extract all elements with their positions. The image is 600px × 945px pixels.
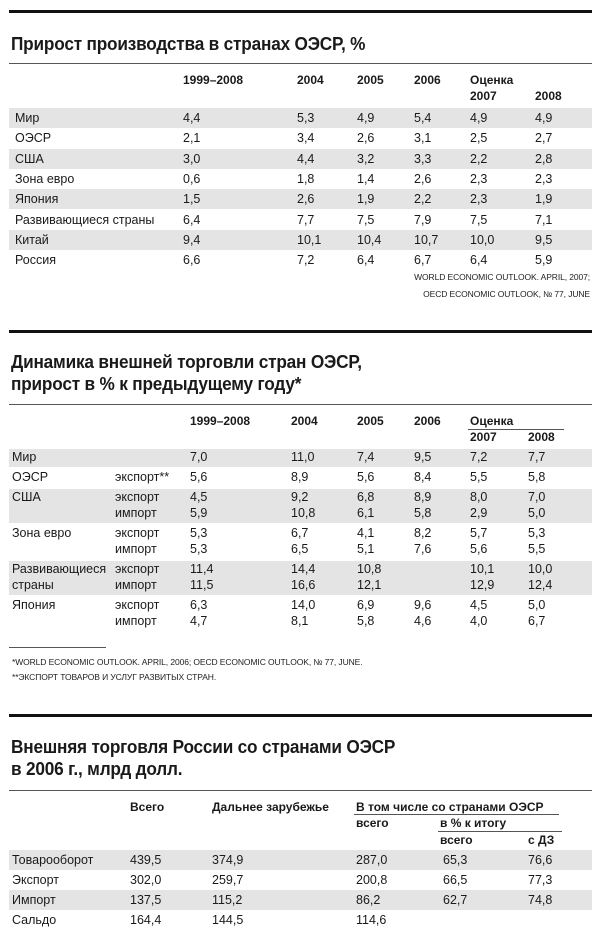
table-cell: 4,4 — [183, 111, 201, 125]
row-shade — [9, 890, 592, 910]
table-cell: 4,9 — [535, 111, 553, 125]
table-cell: 5,1 — [357, 542, 375, 556]
table2-title: Динамика внешней торговли стран ОЭСР, — [11, 351, 362, 372]
table-cell: 5,0 — [528, 506, 546, 520]
table-cell: 6,7 — [528, 614, 546, 628]
table-cell: 1,9 — [357, 192, 375, 207]
table-cell: 8,9 — [291, 470, 309, 484]
flow-label: импорт — [115, 614, 157, 628]
col-header: В том числе со странами ОЭСР — [356, 800, 544, 814]
row-shade — [9, 850, 592, 870]
footnote: **ЭКСПОРТ ТОВАРОВ И УСЛУГ РАЗВИТЫХ СТРАН. — [12, 672, 217, 682]
table-cell: 6,6 — [183, 253, 201, 268]
table-cell: 7,1 — [535, 212, 553, 227]
table-cell: 3,4 — [297, 131, 315, 146]
table-cell: 76,6 — [528, 853, 553, 867]
table-cell: 4,9 — [357, 111, 375, 125]
table-cell: 6,9 — [357, 598, 375, 612]
table-cell: 65,3 — [443, 853, 468, 867]
table-cell: 164,4 — [130, 913, 162, 927]
table-cell: 3,2 — [357, 151, 375, 166]
col-header: 2006 — [414, 73, 441, 87]
table-cell: 16,6 — [291, 578, 316, 592]
section-rule — [9, 330, 592, 333]
flow-label: экспорт — [115, 526, 160, 540]
row-label: Зона евро — [12, 526, 72, 540]
row-label: Япония — [12, 598, 56, 612]
table2-title: прирост в % к предыдущему году* — [11, 373, 302, 394]
flow-label: экспорт** — [115, 470, 170, 484]
table-cell: 9,6 — [414, 598, 432, 612]
table-cell: 114,6 — [356, 913, 387, 927]
flow-label: импорт — [115, 578, 157, 592]
table-cell: 9,5 — [414, 450, 432, 464]
table-cell: 374,9 — [212, 853, 244, 867]
table-cell: 4,5 — [470, 598, 488, 612]
table-cell: 74,8 — [528, 893, 553, 907]
table-cell: 115,2 — [212, 893, 243, 907]
table-cell: 5,7 — [470, 526, 488, 540]
col-header: Оценка — [470, 73, 514, 87]
table-cell: 11,0 — [291, 450, 315, 464]
table-cell: 77,3 — [528, 873, 553, 887]
col-header: 2005 — [357, 414, 384, 428]
table-cell: 11,5 — [190, 578, 214, 592]
table-cell: 137,5 — [130, 893, 162, 907]
table-cell: 10,1 — [297, 232, 322, 247]
table-cell: 10,7 — [414, 232, 439, 247]
flow-label: импорт — [115, 506, 157, 520]
row-label: Развивающиеся страны — [15, 212, 155, 227]
flow-label: импорт — [115, 542, 157, 556]
table-cell: 6,3 — [190, 598, 208, 612]
table-cell: 6,1 — [357, 506, 375, 520]
table-cell: 5,5 — [528, 542, 546, 556]
table-cell: 66,5 — [443, 873, 468, 887]
col-header: 2006 — [414, 414, 441, 428]
table-cell: 4,9 — [470, 111, 488, 125]
section-rule — [9, 714, 592, 717]
table-cell: 0,6 — [183, 171, 201, 186]
table-cell: 7,5 — [357, 212, 375, 227]
table-cell: 2,5 — [470, 131, 488, 146]
table-cell: 12,9 — [470, 578, 495, 592]
row-label: ОЭСР — [12, 470, 49, 484]
table-cell: 6,4 — [183, 212, 201, 227]
table-cell: 2,3 — [470, 171, 488, 186]
table-cell: 12,4 — [528, 578, 553, 592]
table-cell: 11,4 — [190, 562, 214, 576]
table-cell: 7,5 — [470, 212, 488, 227]
table-cell: 6,8 — [357, 490, 375, 504]
row-label: Россия — [15, 253, 56, 268]
col-header: 1999–2008 — [190, 414, 251, 428]
flow-label: экспорт — [115, 490, 160, 504]
table-cell: 10,0 — [528, 562, 553, 576]
table-cell: 7,7 — [528, 450, 546, 464]
table-cell: 62,7 — [443, 893, 468, 907]
table-cell: 10,8 — [357, 562, 382, 576]
table-cell: 8,4 — [414, 470, 432, 484]
table-cell: 7,4 — [357, 450, 375, 464]
table-cell: 144,5 — [212, 913, 244, 927]
table-cell: 2,6 — [357, 131, 375, 146]
row-label: Экспорт — [12, 873, 59, 887]
table-cell: 2,9 — [470, 506, 488, 520]
title-underline — [9, 404, 592, 405]
col-header: в % к итогу — [440, 816, 507, 830]
table-cell: 2,2 — [470, 151, 488, 166]
table-cell: 9,2 — [291, 490, 309, 504]
row-label: Товарооборот — [12, 853, 94, 867]
table-cell: 8,0 — [470, 490, 488, 504]
table-cell: 5,8 — [357, 614, 375, 628]
row-label: США — [12, 490, 41, 504]
footnote: *WORLD ECONOMIC OUTLOOK. APRIL, 2006; OECD ECONOMIC OUTLOOK, № 77, JUNE. — [12, 657, 363, 667]
table-cell: 6,7 — [291, 526, 309, 540]
row-label: Китай — [15, 232, 49, 247]
table-cell: 12,1 — [357, 578, 382, 592]
table-cell: 1,5 — [183, 192, 201, 207]
table-cell: 6,7 — [414, 253, 432, 268]
row-label: Развивающиеся — [12, 562, 107, 576]
table-cell: 259,7 — [212, 873, 244, 887]
table-cell: 5,9 — [190, 506, 208, 520]
table-cell: 7,2 — [470, 450, 488, 464]
table1-title: Прирост производства в странах ОЭСР, % — [11, 33, 366, 54]
table-cell: 8,9 — [414, 490, 432, 504]
table-cell: 9,4 — [183, 232, 201, 247]
col-header: 2008 — [528, 430, 555, 444]
table-cell: 10,0 — [470, 232, 495, 247]
table-cell: 14,4 — [291, 562, 316, 576]
table-cell: 5,6 — [470, 542, 488, 556]
table-cell: 439,5 — [130, 853, 162, 867]
table-cell: 3,0 — [183, 151, 201, 166]
col-header: 2007 — [470, 89, 497, 103]
table-cell: 5,3 — [190, 542, 208, 556]
table-cell: 7,0 — [190, 450, 208, 464]
table-cell: 8,2 — [414, 526, 432, 540]
table-cell: 86,2 — [356, 893, 381, 907]
title-underline — [9, 63, 592, 64]
flow-label: экспорт — [115, 598, 160, 612]
table-cell: 7,6 — [414, 542, 432, 556]
table-cell: 5,3 — [297, 111, 315, 125]
title-underline — [9, 790, 592, 791]
row-label: Зона евро — [15, 171, 75, 186]
table-cell: 302,0 — [130, 873, 162, 887]
table-cell: 5,6 — [357, 470, 375, 484]
section-rule — [9, 10, 592, 13]
row-label: Сальдо — [12, 913, 57, 927]
source-note: WORLD ECONOMIC OUTLOOK. APRIL, 2007; — [414, 272, 590, 282]
col-header: 2008 — [535, 89, 562, 103]
table-cell: 5,3 — [190, 526, 208, 540]
footnote-rule — [9, 647, 106, 648]
col-header: Дальнее зарубежье — [212, 800, 329, 814]
table-cell: 4,4 — [297, 151, 315, 166]
table-cell: 1,4 — [357, 171, 375, 186]
table-cell: 14,0 — [291, 598, 316, 612]
row-label: ОЭСР — [15, 131, 52, 146]
table-cell: 6,4 — [357, 253, 375, 268]
table-cell: 2,8 — [535, 151, 553, 166]
table-cell: 5,3 — [528, 526, 546, 540]
row-label: Япония — [15, 192, 59, 207]
flow-label: экспорт — [115, 562, 160, 576]
table-cell: 4,7 — [190, 614, 208, 628]
table-cell: 3,1 — [414, 131, 432, 146]
table-cell: 2,7 — [535, 131, 553, 146]
col-header: 2005 — [357, 73, 384, 87]
table-cell: 7,7 — [297, 212, 315, 227]
table-cell: 2,3 — [535, 171, 553, 186]
row-label: страны — [12, 578, 54, 592]
table-cell: 7,9 — [414, 212, 432, 227]
table-cell: 5,8 — [528, 470, 546, 484]
table-cell: 1,9 — [535, 192, 553, 207]
table-cell: 7,2 — [297, 253, 315, 268]
col-header: Всего — [130, 800, 165, 814]
col-header: 2007 — [470, 430, 497, 444]
table-cell: 5,6 — [190, 470, 208, 484]
table-cell: 7,0 — [528, 490, 546, 504]
table-cell: 2,2 — [414, 192, 432, 207]
table-cell: 2,6 — [414, 171, 432, 186]
col-header: с ДЗ — [528, 833, 555, 847]
table-cell: 2,6 — [297, 192, 315, 207]
row-label: Мир — [15, 111, 40, 125]
col-header: всего — [356, 816, 389, 830]
table-cell: 10,4 — [357, 232, 382, 247]
header-underline — [354, 814, 559, 815]
row-label: Мир — [12, 450, 37, 464]
table-cell: 5,0 — [528, 598, 546, 612]
table-cell: 3,3 — [414, 151, 432, 166]
source-note: OECD ECONOMIC OUTLOOK, № 77, JUNE — [423, 289, 590, 299]
row-label: Импорт — [12, 893, 56, 907]
table3-title: в 2006 г., млрд долл. — [11, 758, 183, 779]
table-cell: 10,8 — [291, 506, 316, 520]
table-cell: 2,3 — [470, 192, 488, 207]
table-cell: 5,9 — [535, 253, 553, 268]
table-cell: 5,8 — [414, 506, 432, 520]
table-cell: 9,5 — [535, 232, 553, 247]
table-cell: 4,0 — [470, 614, 488, 628]
table3-title: Внешняя торговля России со странами ОЭСР — [11, 736, 396, 757]
table-cell: 4,5 — [190, 490, 208, 504]
col-header: всего — [440, 833, 473, 847]
col-header: 1999–2008 — [183, 73, 244, 87]
col-header: Оценка — [470, 414, 514, 428]
table-cell: 5,4 — [414, 111, 432, 125]
table-cell: 6,5 — [291, 542, 309, 556]
col-header: 2004 — [297, 73, 324, 87]
row-label: США — [15, 151, 44, 166]
table-cell: 4,1 — [357, 526, 375, 540]
col-header: 2004 — [291, 414, 318, 428]
table-cell: 8,1 — [291, 614, 309, 628]
table-cell: 5,5 — [470, 470, 488, 484]
table-cell: 2,1 — [183, 131, 201, 146]
table-cell: 4,6 — [414, 614, 432, 628]
header-underline — [438, 831, 562, 832]
table-cell: 6,4 — [470, 253, 488, 268]
table-cell: 10,1 — [470, 562, 495, 576]
table-cell: 200,8 — [356, 873, 388, 887]
table-cell: 287,0 — [356, 853, 388, 867]
table-cell: 1,8 — [297, 171, 315, 186]
